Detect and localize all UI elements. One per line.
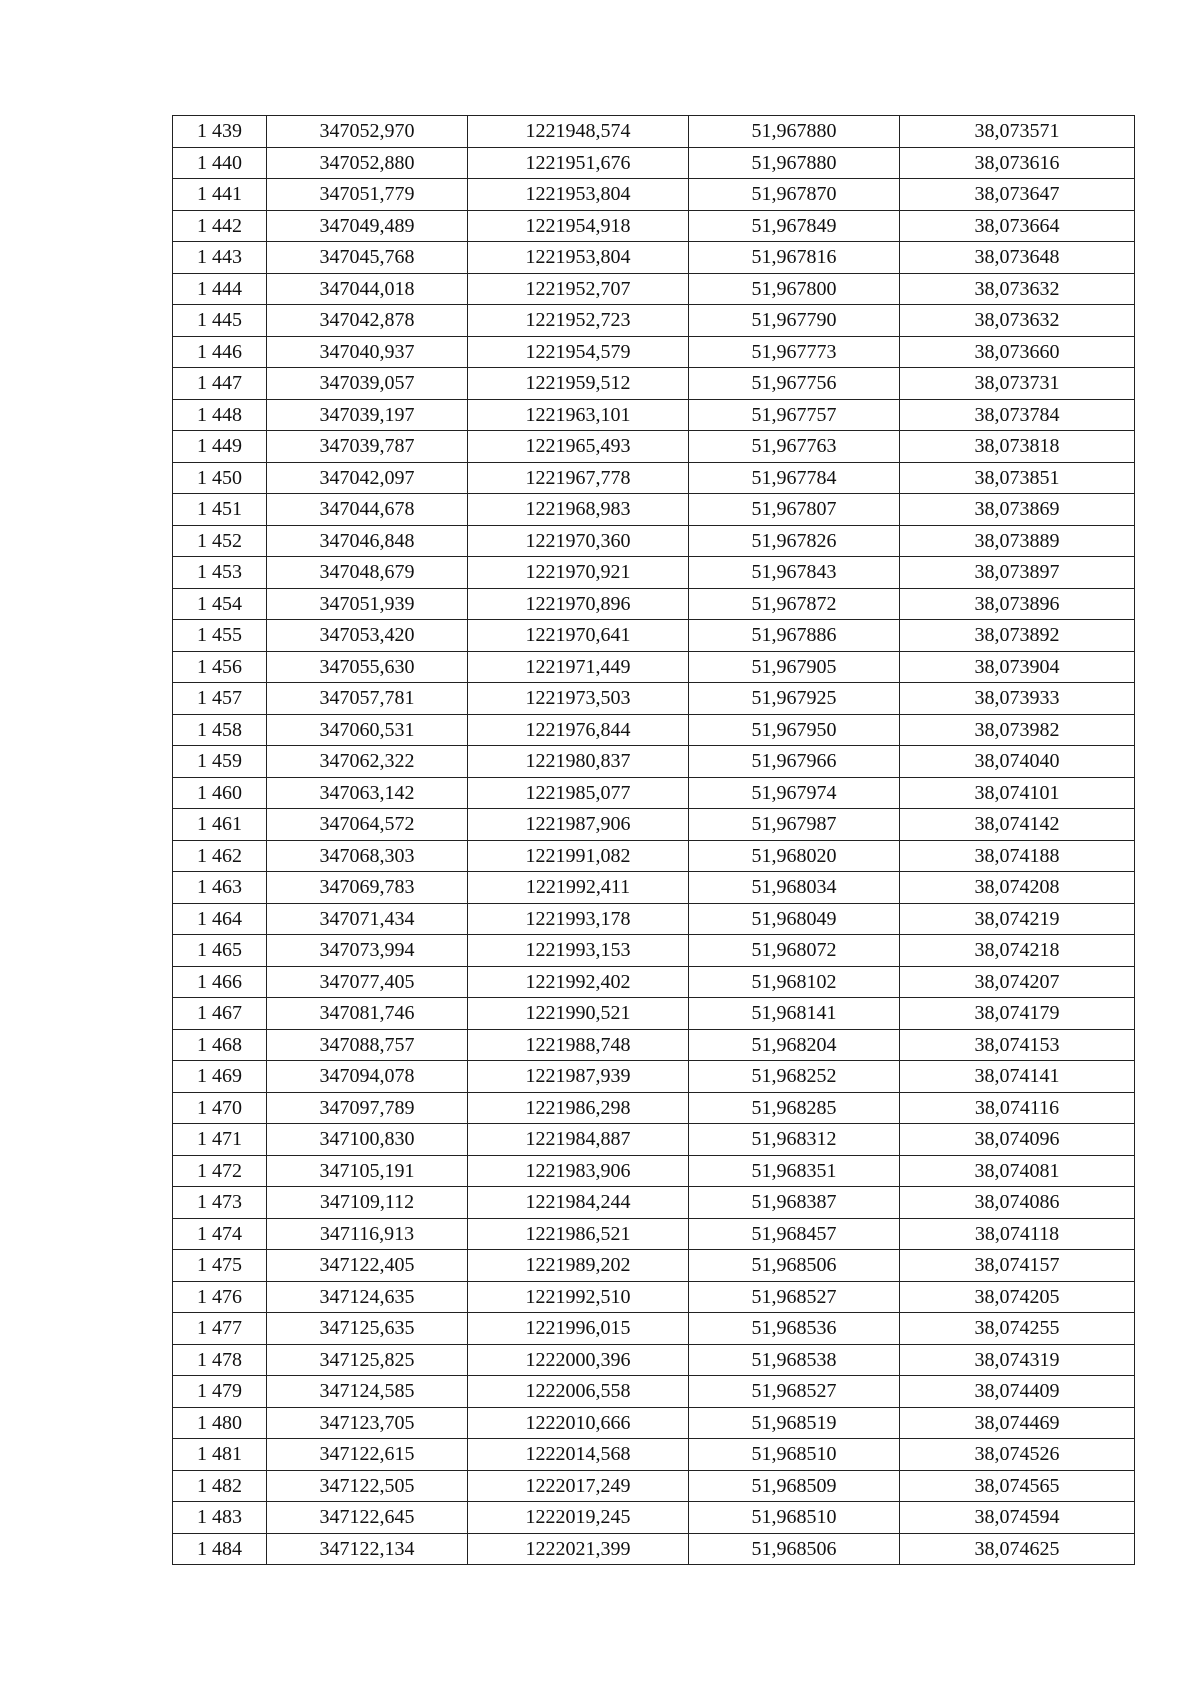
y-coordinate-cell: 1221986,521	[468, 1218, 689, 1250]
y-coordinate-cell: 1221992,411	[468, 872, 689, 904]
point-number-cell: 1 483	[173, 1502, 267, 1534]
table-row	[173, 1061, 1135, 1093]
latitude-cell: 51,967870	[689, 179, 900, 211]
point-number-cell: 1 484	[173, 1533, 267, 1565]
x-coordinate-cell: 347105,191	[267, 1155, 468, 1187]
coordinates-table	[172, 115, 1135, 1565]
table-row	[173, 809, 1135, 841]
x-coordinate-cell: 347039,197	[267, 399, 468, 431]
latitude-cell: 51,967756	[689, 368, 900, 400]
point-number-cell: 1 472	[173, 1155, 267, 1187]
point-number-cell: 1 480	[173, 1407, 267, 1439]
y-coordinate-cell: 1221992,402	[468, 966, 689, 998]
longitude-cell: 38,074101	[900, 777, 1135, 809]
table-row	[173, 1407, 1135, 1439]
point-number-cell: 1 451	[173, 494, 267, 526]
latitude-cell: 51,967784	[689, 462, 900, 494]
longitude-cell: 38,074096	[900, 1124, 1135, 1156]
y-coordinate-cell: 1221983,906	[468, 1155, 689, 1187]
point-number-cell: 1 454	[173, 588, 267, 620]
y-coordinate-cell: 1221984,244	[468, 1187, 689, 1219]
longitude-cell: 38,074625	[900, 1533, 1135, 1565]
x-coordinate-cell: 347122,134	[267, 1533, 468, 1565]
latitude-cell: 51,967880	[689, 116, 900, 148]
longitude-cell: 38,074153	[900, 1029, 1135, 1061]
table-row	[173, 872, 1135, 904]
point-number-cell: 1 445	[173, 305, 267, 337]
y-coordinate-cell: 1221976,844	[468, 714, 689, 746]
x-coordinate-cell: 347051,939	[267, 588, 468, 620]
longitude-cell: 38,073904	[900, 651, 1135, 683]
point-number-cell: 1 482	[173, 1470, 267, 1502]
longitude-cell: 38,074409	[900, 1376, 1135, 1408]
latitude-cell: 51,968527	[689, 1281, 900, 1313]
point-number-cell: 1 476	[173, 1281, 267, 1313]
point-number-cell: 1 439	[173, 116, 267, 148]
latitude-cell: 51,968351	[689, 1155, 900, 1187]
longitude-cell: 38,074157	[900, 1250, 1135, 1282]
latitude-cell: 51,967763	[689, 431, 900, 463]
point-number-cell: 1 452	[173, 525, 267, 557]
table-row	[173, 147, 1135, 179]
longitude-cell: 38,073851	[900, 462, 1135, 494]
latitude-cell: 51,968102	[689, 966, 900, 998]
longitude-cell: 38,074319	[900, 1344, 1135, 1376]
latitude-cell: 51,967950	[689, 714, 900, 746]
point-number-cell: 1 465	[173, 935, 267, 967]
table-row	[173, 840, 1135, 872]
point-number-cell: 1 470	[173, 1092, 267, 1124]
table-row	[173, 462, 1135, 494]
longitude-cell: 38,073933	[900, 683, 1135, 715]
latitude-cell: 51,967966	[689, 746, 900, 778]
y-coordinate-cell: 1221973,503	[468, 683, 689, 715]
latitude-cell: 51,967800	[689, 273, 900, 305]
longitude-cell: 38,074086	[900, 1187, 1135, 1219]
table-row	[173, 525, 1135, 557]
x-coordinate-cell: 347046,848	[267, 525, 468, 557]
table-row	[173, 1250, 1135, 1282]
x-coordinate-cell: 347094,078	[267, 1061, 468, 1093]
table-row	[173, 620, 1135, 652]
x-coordinate-cell: 347125,635	[267, 1313, 468, 1345]
y-coordinate-cell: 1222006,558	[468, 1376, 689, 1408]
longitude-cell: 38,073648	[900, 242, 1135, 274]
point-number-cell: 1 468	[173, 1029, 267, 1061]
x-coordinate-cell: 347044,018	[267, 273, 468, 305]
longitude-cell: 38,073660	[900, 336, 1135, 368]
longitude-cell: 38,073647	[900, 179, 1135, 211]
y-coordinate-cell: 1221959,512	[468, 368, 689, 400]
latitude-cell: 51,968072	[689, 935, 900, 967]
point-number-cell: 1 458	[173, 714, 267, 746]
table-row	[173, 1313, 1135, 1345]
longitude-cell: 38,074469	[900, 1407, 1135, 1439]
y-coordinate-cell: 1221992,510	[468, 1281, 689, 1313]
x-coordinate-cell: 347100,830	[267, 1124, 468, 1156]
x-coordinate-cell: 347042,097	[267, 462, 468, 494]
x-coordinate-cell: 347125,825	[267, 1344, 468, 1376]
point-number-cell: 1 442	[173, 210, 267, 242]
x-coordinate-cell: 347045,768	[267, 242, 468, 274]
point-number-cell: 1 449	[173, 431, 267, 463]
y-coordinate-cell: 1222010,666	[468, 1407, 689, 1439]
point-number-cell: 1 481	[173, 1439, 267, 1471]
y-coordinate-cell: 1221954,579	[468, 336, 689, 368]
point-number-cell: 1 466	[173, 966, 267, 998]
longitude-cell: 38,074081	[900, 1155, 1135, 1187]
x-coordinate-cell: 347064,572	[267, 809, 468, 841]
longitude-cell: 38,074188	[900, 840, 1135, 872]
x-coordinate-cell: 347088,757	[267, 1029, 468, 1061]
table-row	[173, 210, 1135, 242]
table-row	[173, 1155, 1135, 1187]
y-coordinate-cell: 1221967,778	[468, 462, 689, 494]
latitude-cell: 51,967886	[689, 620, 900, 652]
point-number-cell: 1 474	[173, 1218, 267, 1250]
x-coordinate-cell: 347048,679	[267, 557, 468, 589]
y-coordinate-cell: 1221968,983	[468, 494, 689, 526]
latitude-cell: 51,967880	[689, 147, 900, 179]
latitude-cell: 51,967773	[689, 336, 900, 368]
point-number-cell: 1 450	[173, 462, 267, 494]
table-row	[173, 998, 1135, 1030]
table-row	[173, 1218, 1135, 1250]
point-number-cell: 1 479	[173, 1376, 267, 1408]
table-row	[173, 557, 1135, 589]
x-coordinate-cell: 347039,787	[267, 431, 468, 463]
latitude-cell: 51,968509	[689, 1470, 900, 1502]
longitude-cell: 38,074040	[900, 746, 1135, 778]
x-coordinate-cell: 347077,405	[267, 966, 468, 998]
x-coordinate-cell: 347053,420	[267, 620, 468, 652]
point-number-cell: 1 440	[173, 147, 267, 179]
y-coordinate-cell: 1221970,641	[468, 620, 689, 652]
latitude-cell: 51,968538	[689, 1344, 900, 1376]
y-coordinate-cell: 1221989,202	[468, 1250, 689, 1282]
y-coordinate-cell: 1221993,178	[468, 903, 689, 935]
table-row	[173, 1187, 1135, 1219]
y-coordinate-cell: 1221996,015	[468, 1313, 689, 1345]
x-coordinate-cell: 347124,585	[267, 1376, 468, 1408]
y-coordinate-cell: 1221991,082	[468, 840, 689, 872]
longitude-cell: 38,073731	[900, 368, 1135, 400]
latitude-cell: 51,968252	[689, 1061, 900, 1093]
point-number-cell: 1 447	[173, 368, 267, 400]
latitude-cell: 51,968506	[689, 1250, 900, 1282]
longitude-cell: 38,074207	[900, 966, 1135, 998]
latitude-cell: 51,967925	[689, 683, 900, 715]
x-coordinate-cell: 347116,913	[267, 1218, 468, 1250]
latitude-cell: 51,968506	[689, 1533, 900, 1565]
y-coordinate-cell: 1221948,574	[468, 116, 689, 148]
x-coordinate-cell: 347040,937	[267, 336, 468, 368]
latitude-cell: 51,967843	[689, 557, 900, 589]
y-coordinate-cell: 1221953,804	[468, 179, 689, 211]
latitude-cell: 51,967807	[689, 494, 900, 526]
longitude-cell: 38,073869	[900, 494, 1135, 526]
table-row	[173, 777, 1135, 809]
point-number-cell: 1 444	[173, 273, 267, 305]
point-number-cell: 1 475	[173, 1250, 267, 1282]
longitude-cell: 38,073632	[900, 305, 1135, 337]
latitude-cell: 51,968020	[689, 840, 900, 872]
x-coordinate-cell: 347060,531	[267, 714, 468, 746]
latitude-cell: 51,967974	[689, 777, 900, 809]
longitude-cell: 38,074141	[900, 1061, 1135, 1093]
y-coordinate-cell: 1221987,939	[468, 1061, 689, 1093]
y-coordinate-cell: 1221953,804	[468, 242, 689, 274]
x-coordinate-cell: 347062,322	[267, 746, 468, 778]
longitude-cell: 38,073616	[900, 147, 1135, 179]
x-coordinate-cell: 347071,434	[267, 903, 468, 935]
y-coordinate-cell: 1222017,249	[468, 1470, 689, 1502]
table-row	[173, 683, 1135, 715]
y-coordinate-cell: 1221988,748	[468, 1029, 689, 1061]
point-number-cell: 1 462	[173, 840, 267, 872]
x-coordinate-cell: 347042,878	[267, 305, 468, 337]
latitude-cell: 51,967905	[689, 651, 900, 683]
latitude-cell: 51,968510	[689, 1439, 900, 1471]
point-number-cell: 1 478	[173, 1344, 267, 1376]
table-row	[173, 1376, 1135, 1408]
table-row	[173, 1439, 1135, 1471]
y-coordinate-cell: 1222014,568	[468, 1439, 689, 1471]
longitude-cell: 38,074218	[900, 935, 1135, 967]
point-number-cell: 1 469	[173, 1061, 267, 1093]
x-coordinate-cell: 347052,880	[267, 147, 468, 179]
table-row	[173, 1502, 1135, 1534]
table-row	[173, 1092, 1135, 1124]
y-coordinate-cell: 1221984,887	[468, 1124, 689, 1156]
point-number-cell: 1 443	[173, 242, 267, 274]
y-coordinate-cell: 1221993,153	[468, 935, 689, 967]
longitude-cell: 38,074179	[900, 998, 1135, 1030]
y-coordinate-cell: 1221980,837	[468, 746, 689, 778]
longitude-cell: 38,073892	[900, 620, 1135, 652]
y-coordinate-cell: 1222019,245	[468, 1502, 689, 1534]
point-number-cell: 1 441	[173, 179, 267, 211]
point-number-cell: 1 459	[173, 746, 267, 778]
latitude-cell: 51,967816	[689, 242, 900, 274]
x-coordinate-cell: 347069,783	[267, 872, 468, 904]
longitude-cell: 38,073571	[900, 116, 1135, 148]
x-coordinate-cell: 347124,635	[267, 1281, 468, 1313]
latitude-cell: 51,968457	[689, 1218, 900, 1250]
y-coordinate-cell: 1221970,921	[468, 557, 689, 589]
table-row	[173, 966, 1135, 998]
y-coordinate-cell: 1222000,396	[468, 1344, 689, 1376]
latitude-cell: 51,968387	[689, 1187, 900, 1219]
table-row	[173, 746, 1135, 778]
y-coordinate-cell: 1221986,298	[468, 1092, 689, 1124]
y-coordinate-cell: 1221970,360	[468, 525, 689, 557]
latitude-cell: 51,968519	[689, 1407, 900, 1439]
table-row	[173, 1281, 1135, 1313]
longitude-cell: 38,073889	[900, 525, 1135, 557]
x-coordinate-cell: 347049,489	[267, 210, 468, 242]
y-coordinate-cell: 1221987,906	[468, 809, 689, 841]
table-row	[173, 368, 1135, 400]
table-row	[173, 336, 1135, 368]
table-row	[173, 1029, 1135, 1061]
longitude-cell: 38,074205	[900, 1281, 1135, 1313]
table-row	[173, 1344, 1135, 1376]
table-row	[173, 588, 1135, 620]
latitude-cell: 51,967849	[689, 210, 900, 242]
point-number-cell: 1 453	[173, 557, 267, 589]
longitude-cell: 38,074118	[900, 1218, 1135, 1250]
latitude-cell: 51,967826	[689, 525, 900, 557]
y-coordinate-cell: 1221951,676	[468, 147, 689, 179]
x-coordinate-cell: 347073,994	[267, 935, 468, 967]
longitude-cell: 38,074208	[900, 872, 1135, 904]
longitude-cell: 38,074594	[900, 1502, 1135, 1534]
x-coordinate-cell: 347068,303	[267, 840, 468, 872]
longitude-cell: 38,073897	[900, 557, 1135, 589]
latitude-cell: 51,968510	[689, 1502, 900, 1534]
y-coordinate-cell: 1221985,077	[468, 777, 689, 809]
point-number-cell: 1 446	[173, 336, 267, 368]
latitude-cell: 51,967790	[689, 305, 900, 337]
y-coordinate-cell: 1221990,521	[468, 998, 689, 1030]
longitude-cell: 38,074219	[900, 903, 1135, 935]
latitude-cell: 51,967757	[689, 399, 900, 431]
longitude-cell: 38,073896	[900, 588, 1135, 620]
y-coordinate-cell: 1221970,896	[468, 588, 689, 620]
point-number-cell: 1 457	[173, 683, 267, 715]
table-row	[173, 273, 1135, 305]
longitude-cell: 38,073818	[900, 431, 1135, 463]
x-coordinate-cell: 347051,779	[267, 179, 468, 211]
table-row	[173, 494, 1135, 526]
x-coordinate-cell: 347122,615	[267, 1439, 468, 1471]
latitude-cell: 51,967872	[689, 588, 900, 620]
longitude-cell: 38,074255	[900, 1313, 1135, 1345]
point-number-cell: 1 455	[173, 620, 267, 652]
table-row	[173, 179, 1135, 211]
point-number-cell: 1 461	[173, 809, 267, 841]
table-row	[173, 935, 1135, 967]
table-row	[173, 903, 1135, 935]
latitude-cell: 51,968285	[689, 1092, 900, 1124]
x-coordinate-cell: 347052,970	[267, 116, 468, 148]
longitude-cell: 38,073664	[900, 210, 1135, 242]
latitude-cell: 51,967987	[689, 809, 900, 841]
table-row	[173, 714, 1135, 746]
x-coordinate-cell: 347122,405	[267, 1250, 468, 1282]
point-number-cell: 1 463	[173, 872, 267, 904]
point-number-cell: 1 464	[173, 903, 267, 935]
longitude-cell: 38,074142	[900, 809, 1135, 841]
y-coordinate-cell: 1222021,399	[468, 1533, 689, 1565]
latitude-cell: 51,968034	[689, 872, 900, 904]
x-coordinate-cell: 347097,789	[267, 1092, 468, 1124]
table-row	[173, 242, 1135, 274]
latitude-cell: 51,968536	[689, 1313, 900, 1345]
longitude-cell: 38,073632	[900, 273, 1135, 305]
table-row	[173, 305, 1135, 337]
x-coordinate-cell: 347057,781	[267, 683, 468, 715]
point-number-cell: 1 460	[173, 777, 267, 809]
x-coordinate-cell: 347063,142	[267, 777, 468, 809]
point-number-cell: 1 467	[173, 998, 267, 1030]
x-coordinate-cell: 347123,705	[267, 1407, 468, 1439]
x-coordinate-cell: 347055,630	[267, 651, 468, 683]
latitude-cell: 51,968204	[689, 1029, 900, 1061]
table-row	[173, 399, 1135, 431]
latitude-cell: 51,968141	[689, 998, 900, 1030]
longitude-cell: 38,073784	[900, 399, 1135, 431]
table-row	[173, 431, 1135, 463]
latitude-cell: 51,968049	[689, 903, 900, 935]
longitude-cell: 38,074116	[900, 1092, 1135, 1124]
longitude-cell: 38,074565	[900, 1470, 1135, 1502]
point-number-cell: 1 448	[173, 399, 267, 431]
y-coordinate-cell: 1221963,101	[468, 399, 689, 431]
point-number-cell: 1 471	[173, 1124, 267, 1156]
latitude-cell: 51,968527	[689, 1376, 900, 1408]
table-row	[173, 116, 1135, 148]
x-coordinate-cell: 347122,645	[267, 1502, 468, 1534]
y-coordinate-cell: 1221971,449	[468, 651, 689, 683]
point-number-cell: 1 477	[173, 1313, 267, 1345]
point-number-cell: 1 456	[173, 651, 267, 683]
x-coordinate-cell: 347122,505	[267, 1470, 468, 1502]
y-coordinate-cell: 1221952,723	[468, 305, 689, 337]
table-row	[173, 1124, 1135, 1156]
longitude-cell: 38,073982	[900, 714, 1135, 746]
point-number-cell: 1 473	[173, 1187, 267, 1219]
x-coordinate-cell: 347039,057	[267, 368, 468, 400]
longitude-cell: 38,074526	[900, 1439, 1135, 1471]
x-coordinate-cell: 347081,746	[267, 998, 468, 1030]
table-row	[173, 1470, 1135, 1502]
y-coordinate-cell: 1221954,918	[468, 210, 689, 242]
y-coordinate-cell: 1221965,493	[468, 431, 689, 463]
table-row	[173, 1533, 1135, 1565]
y-coordinate-cell: 1221952,707	[468, 273, 689, 305]
table-row	[173, 651, 1135, 683]
x-coordinate-cell: 347109,112	[267, 1187, 468, 1219]
latitude-cell: 51,968312	[689, 1124, 900, 1156]
x-coordinate-cell: 347044,678	[267, 494, 468, 526]
coordinates-table-body	[173, 116, 1135, 1565]
